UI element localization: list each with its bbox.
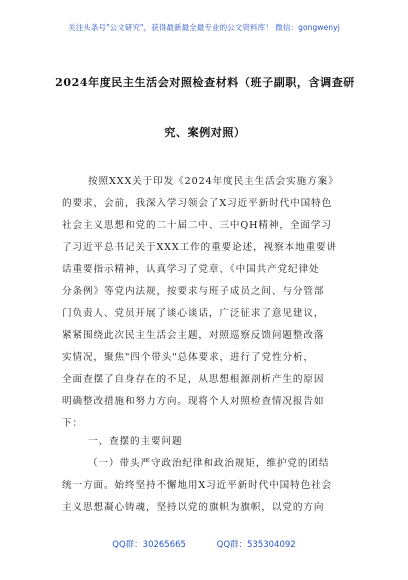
body-line: 话重要指示精神，认真学习了党章、《中国共产党纪律处 [62, 264, 320, 275]
body-line: 主义思想凝心铸魂，坚持以党的旗帜为旗帜，以党的方向 [62, 502, 325, 513]
body-line: 紧紧围绕此次民主生活会主题，对照巡察反馈问题整改落 [62, 330, 325, 341]
body-line: （一）带头严守政治纪律和政治规矩，维护党的团结 [88, 458, 330, 469]
body-line: 门负责人、党员开展了谈心谈话，广泛征求了意见建议， [62, 308, 325, 319]
body-line: 社会主义思想和党的二十届二中、三中QH精神，全面学习 [62, 220, 332, 231]
body-line: 的要求，会前，我深入学习领会了X习近平新时代中国特色 [62, 198, 333, 209]
document-title-line-2: 究、案例对照） [164, 126, 246, 139]
body-line: 下： [62, 418, 83, 429]
body-line: 实情况，聚焦"四个带头"总体要求，进行了党性分析， [62, 352, 314, 363]
footer-qq-group-1: QQ群：30265665 [112, 540, 186, 550]
body-line: 全面查摆了自身存在的不足，从思想根源剖析产生的原因 [62, 374, 325, 385]
body-line: 按照XXX关于印发《2024年度民主生活会实施方案》 [88, 176, 339, 187]
section-heading: 一、查摆的主要问题 [88, 436, 183, 447]
body-line: 明确整改措施和努力方向。现将个人对照检查情况报告如 [62, 396, 325, 407]
footer-qq-group-2: QQ群：535304092 [216, 540, 296, 550]
body-line: 分条例》等党内法规，按要求与班子成员之间、与分管部 [62, 286, 325, 297]
body-line: 了习近平总书记关于XXX工作的重要论述，视察本地重要讲 [62, 242, 338, 253]
body-line: 统一方面。始终坚持不懈地用X习近平新时代中国特色社会 [62, 480, 333, 491]
promo-banner: 关注头条号"公文研究"，获得最新最全最专业的公文资料库！ 微信：gongwenyj [68, 23, 340, 32]
footer-contacts [0, 538, 408, 550]
document-title-line-1: 2024年度民主生活会对照检查材料（班子副职，含调查研 [55, 76, 355, 89]
